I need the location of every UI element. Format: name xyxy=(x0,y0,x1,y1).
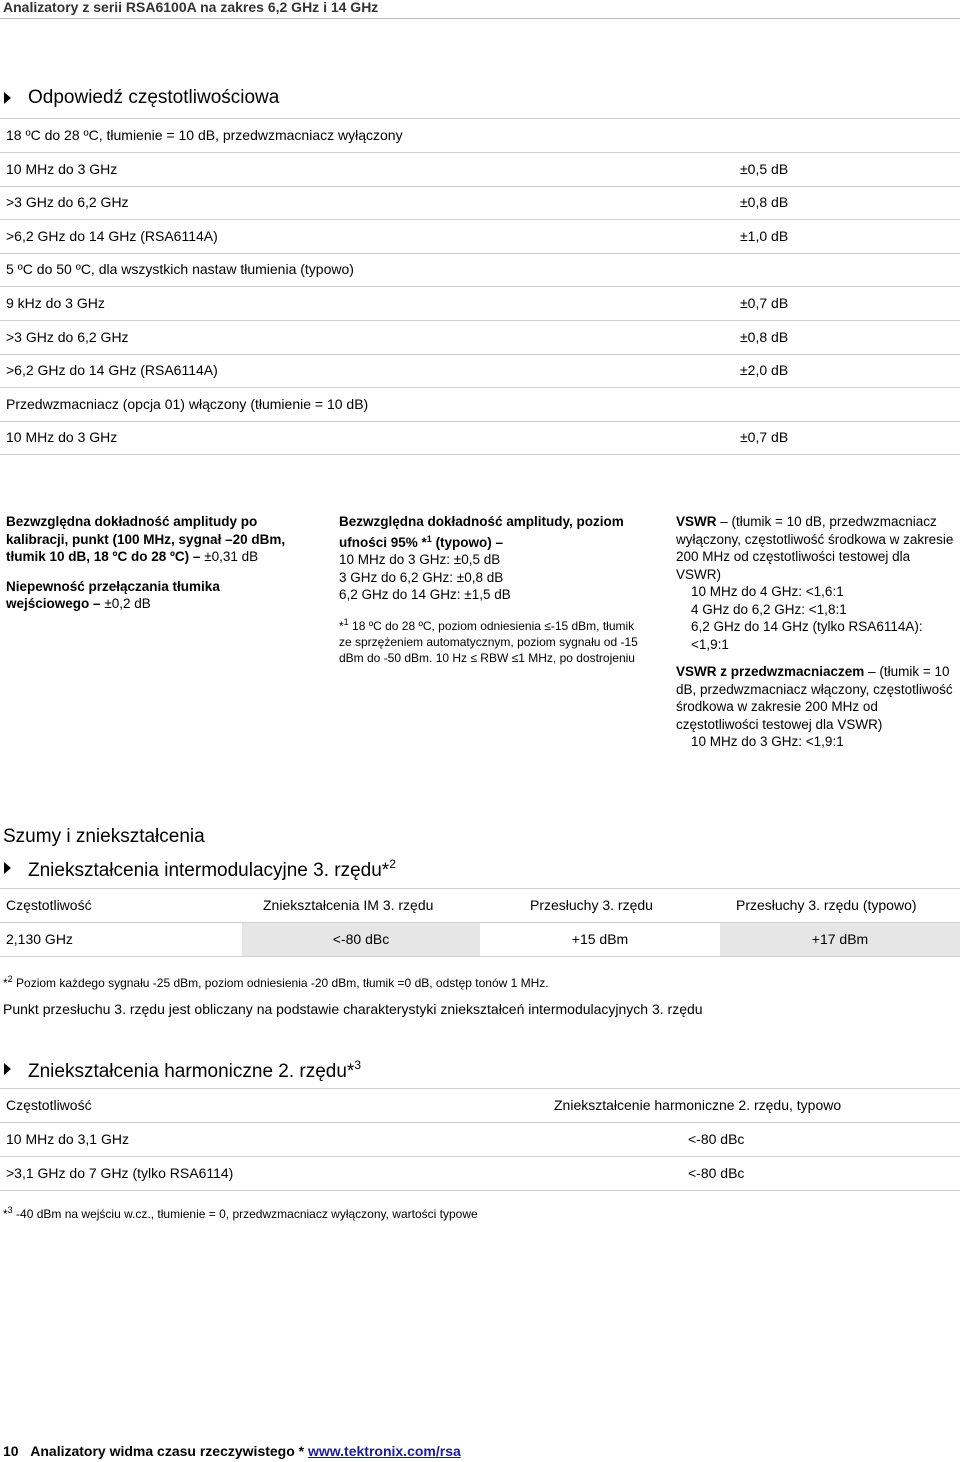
footnote-number: 2 xyxy=(7,974,13,984)
table-row xyxy=(0,153,960,187)
footer-link[interactable]: www.tektronix.com/rsa xyxy=(308,1443,461,1459)
column-amplitude-accuracy xyxy=(6,513,306,613)
table-row xyxy=(0,220,960,254)
table-row xyxy=(0,1123,960,1157)
page-number: 10 xyxy=(3,1443,19,1459)
footnote-number: 3 xyxy=(7,1205,13,1215)
table-row xyxy=(0,421,960,455)
section-arrow-icon xyxy=(4,1063,11,1075)
vswr-line: 4 GHz do 6,2 GHz: <1,8:1 xyxy=(691,601,847,617)
vswr-label: VSWR xyxy=(676,514,717,529)
row-value: ±0,8 dB xyxy=(740,194,789,211)
attenuator-switching-value: ±0,2 dB xyxy=(104,596,151,611)
vswr-line: 10 MHz do 4 GHz: <1,6:1 xyxy=(691,584,844,599)
accuracy-line: 10 MHz do 3 GHz: ±0,5 dB xyxy=(339,552,501,567)
column-vswr xyxy=(676,513,958,751)
table-row xyxy=(0,287,960,321)
intermod-footnote xyxy=(3,974,549,990)
row-label: 5 ºC do 50 ºC, dla wszystkich nastaw tłumienia (typowo) xyxy=(6,261,354,278)
intermod-title-text: Zniekształcenia intermodulacyjne 3. rzędu* xyxy=(28,860,390,881)
footnote-mark: * xyxy=(339,618,344,633)
section-title-intermod xyxy=(28,857,396,882)
footnote-number: 1 xyxy=(343,616,349,627)
table-row xyxy=(0,119,960,153)
vswr-line: 6,2 GHz do 14 GHz (tylko RSA6114A): <1,9:1 xyxy=(691,619,923,652)
vswr-text: – (tłumik = 10 dB, przedwzmacniacz wyłączony, częstotliwość środkowa w zakresie 200 MHz od częstotliwości testowej dla VSWR) xyxy=(676,514,954,582)
table-row xyxy=(0,354,960,388)
accuracy-line: 6,2 GHz do 14 GHz: ±1,5 dB xyxy=(339,587,511,602)
row-value: ±0,8 dB xyxy=(740,328,789,345)
harmonic-footnote xyxy=(3,1205,478,1221)
vswr-line: 10 MHz do 3 GHz: <1,9:1 xyxy=(691,734,844,749)
table-cell: <-80 dBc xyxy=(688,1131,745,1147)
column-header: Przesłuchy 3. rzędu xyxy=(530,897,653,913)
table-cell: >3,1 GHz do 7 GHz (tylko RSA6114) xyxy=(6,1165,234,1181)
table-row xyxy=(0,253,960,287)
table-row xyxy=(0,923,960,957)
footnote-text: -40 dBm na wejściu w.cz., tłumienie = 0, przedwzmacniacz wyłączony, wartości typowe xyxy=(16,1207,478,1221)
table-cell: <-80 dBc xyxy=(688,1165,745,1181)
row-value: ±2,0 dB xyxy=(740,362,789,379)
row-value: ±0,7 dB xyxy=(740,429,789,446)
amplitude-accuracy-label: Bezwzględna dokładność amplitudy po kalibracji, punkt (100 MHz, sygnał –20 dBm, tłumik 10 dB, 18 ºC do 28 ºC) – xyxy=(6,514,286,564)
section-arrow-icon xyxy=(4,92,11,104)
footnote-ref: 3 xyxy=(354,1058,362,1072)
harmonic-table xyxy=(0,1089,960,1191)
table-row xyxy=(0,186,960,220)
footnote-mark: * xyxy=(3,1207,8,1221)
page-header xyxy=(0,0,960,19)
table-cell: 10 MHz do 3,1 GHz xyxy=(6,1131,129,1147)
table-cell: 2,130 GHz xyxy=(6,931,73,947)
attenuator-switching-para xyxy=(6,578,306,613)
row-label: >3 GHz do 6,2 GHz xyxy=(6,194,129,211)
row-value: ±0,5 dB xyxy=(740,160,789,177)
footnote-text: Poziom każdego sygnału -25 dBm, poziom odniesienia -20 dBm, tłumik =0 dB, odstęp tonów 1 MHz. xyxy=(16,976,549,990)
intermod-table xyxy=(0,889,960,957)
section-title-noise: Szumy i zniekształcenia xyxy=(3,826,205,847)
absolute-accuracy-heading-tail: (typowo) – xyxy=(435,534,504,550)
harmonic-title-text: Zniekształcenia harmoniczne 2. rzędu* xyxy=(28,1061,355,1082)
row-label: 10 MHz do 3 GHz xyxy=(6,429,118,446)
column-header: Przesłuchy 3. rzędu (typowo) xyxy=(736,897,917,913)
table-row xyxy=(0,321,960,355)
table-cell: +15 dBm xyxy=(571,931,629,947)
row-value: ±1,0 dB xyxy=(740,227,789,244)
row-label: 10 MHz do 3 GHz xyxy=(6,160,118,177)
table-row xyxy=(0,388,960,422)
vswr-preamp-label: VSWR z przedwzmacniaczem xyxy=(676,664,865,679)
absolute-accuracy-note xyxy=(339,614,639,666)
absolute-accuracy-heading-text: Bezwzględna dokładność amplitudy, poziom ufności 95% * xyxy=(339,514,624,550)
header-title: Analizatory z serii RSA6100A na zakres 6,2 GHz i 14 GHz xyxy=(3,0,379,15)
table-row xyxy=(0,1157,960,1191)
footnote-ref: 2 xyxy=(389,857,396,871)
amplitude-accuracy-value: ±0,31 dB xyxy=(204,549,259,564)
section-title-harmonic xyxy=(28,1058,361,1083)
table-cell: +17 dBm xyxy=(720,923,960,956)
row-label: >3 GHz do 6,2 GHz xyxy=(6,328,129,345)
table-header-row xyxy=(0,1089,960,1123)
column-header: Zniekształcenia IM 3. rzędu xyxy=(263,897,434,913)
footnote-ref: 1 xyxy=(426,533,432,544)
absolute-accuracy-heading xyxy=(339,513,639,551)
column-header: Zniekształcenie harmoniczne 2. rzędu, typowo xyxy=(554,1097,842,1113)
vswr-preamp-para xyxy=(676,663,958,733)
row-label: >6,2 GHz do 14 GHz (RSA6114A) xyxy=(6,362,218,379)
row-label: 9 kHz do 3 GHz xyxy=(6,295,105,311)
table-header-row xyxy=(0,889,960,923)
vswr-para xyxy=(676,513,958,583)
vswr-preamp-text: – (tłumik = 10 dB, przedwzmacniacz włączony, częstotliwość środkowa w zakresie 200 MHz od częstotliwości testowej dla VSWR) xyxy=(676,664,953,732)
attenuator-switching-label: Niepewność przełączania tłumika wejściowego – xyxy=(6,578,220,611)
amplitude-accuracy-para xyxy=(6,513,306,566)
footnote-mark: * xyxy=(3,976,8,990)
section-title-freq-response: Odpowiedź częstotliwościowa xyxy=(28,87,280,108)
footer-text: Analizatory widma czasu rzeczywistego * xyxy=(30,1443,305,1459)
column-header: Częstotliwość xyxy=(6,897,92,913)
footnote-text: 18 ºC do 28 ºC, poziom odniesienia ≤-15 dBm, tłumik ze sprzężeniem automatycznym, poziom sygnału od -15 dBm do -50 dBm. 10 Hz ≤ RBW ≤1 MHz, po dostrojeniu xyxy=(339,618,638,665)
accuracy-line: 3 GHz do 6,2 GHz: ±0,8 dB xyxy=(339,569,504,585)
intermod-para: Punkt przesłuchu 3. rzędu jest obliczany na podstawie charakterystyki zniekształceń intermodulacyjnych 3. rzędu xyxy=(3,1001,703,1017)
row-label: 18 ºC do 28 ºC, tłumienie = 10 dB, przedwzmacniacz wyłączony xyxy=(6,127,403,143)
column-absolute-accuracy xyxy=(339,513,639,666)
row-label: >6,2 GHz do 14 GHz (RSA6114A) xyxy=(6,227,218,244)
row-label: Przedwzmacniacz (opcja 01) włączony (tłumienie = 10 dB) xyxy=(6,395,369,412)
column-header: Częstotliwość xyxy=(6,1097,92,1113)
section-arrow-icon xyxy=(4,862,11,874)
page-footer xyxy=(3,1443,461,1459)
table-cell: <-80 dBc xyxy=(242,923,480,956)
row-value: ±0,7 dB xyxy=(740,295,789,311)
